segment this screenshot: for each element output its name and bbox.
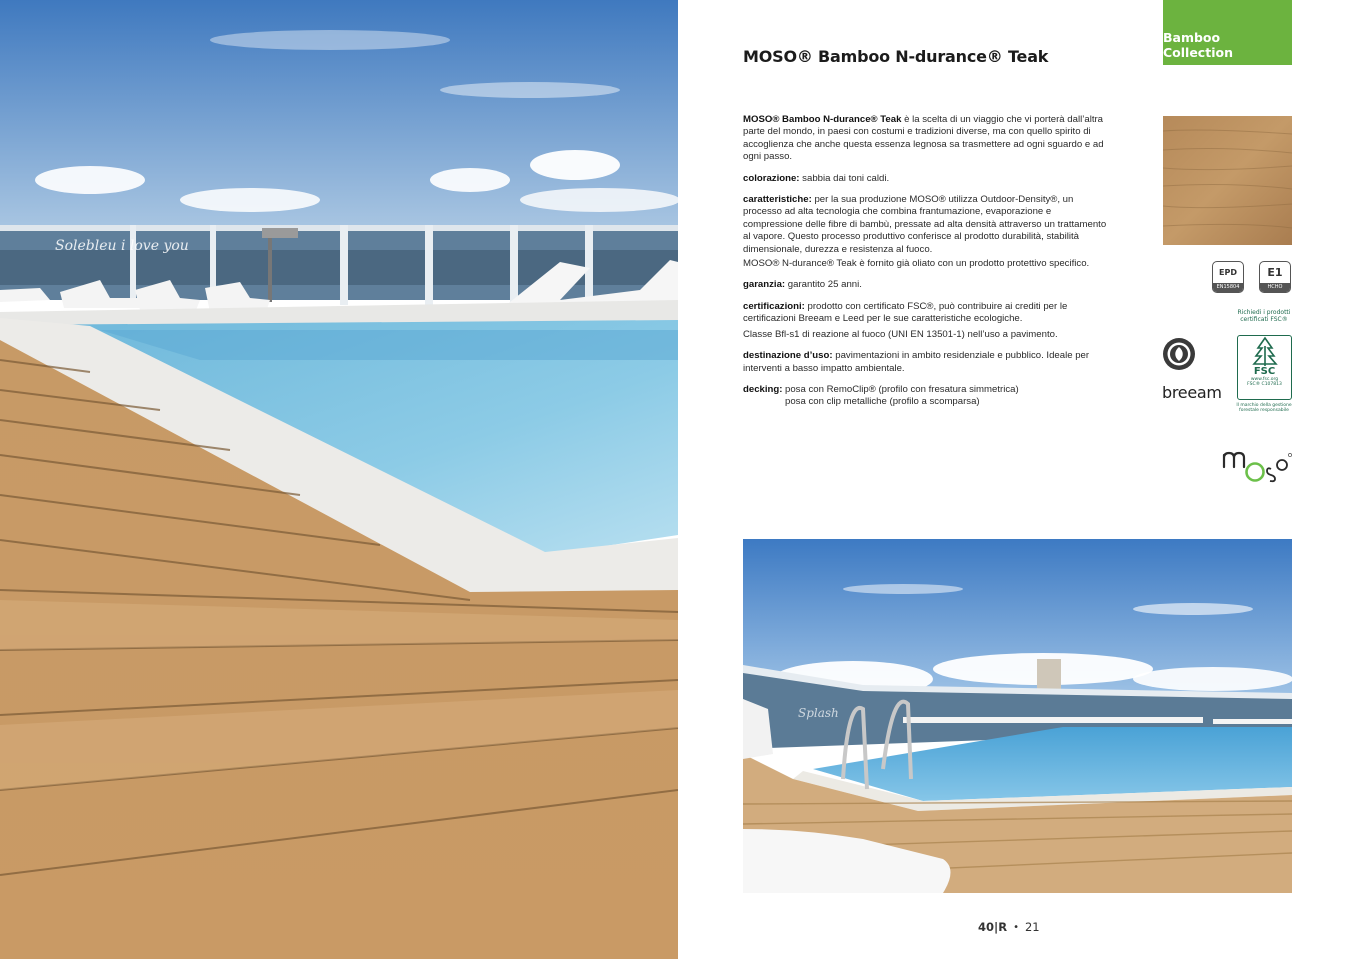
destinazione-paragraph: destinazione d’uso: pavimentazioni in ambito residenziale e pubblico. Ideale per interventi a basso impatto ambientale.	[743, 350, 1090, 374]
right-pool-photo	[743, 539, 1292, 893]
fsc-tree-icon	[1250, 336, 1280, 368]
decking-paragraph: decking: posa con RemoClip® (profilo con fresatura simmetrica) posa con clip metalliche (profilo a scomparsa)	[743, 383, 1019, 408]
caratteristiche-paragraph: caratteristiche: per la sua produzione MOSO® utilizza Outdoor-Density®, un processo ad alta tecnologia che combina frantumazione, evaporazione e compressione delle fibre di bambù, pressate ad alta densità attraverso un trattamento al vapore. Questo processo produttivo conferisce al prodotto durabilità, stabilità dimensionale, durezza e resistenza al fuoco.	[743, 194, 1107, 255]
page-index: 21	[1024, 920, 1040, 934]
intro-paragraph: MOSO® Bamboo N-durance® Teak è la scelta di un viaggio che vi porterà dall’altra parte del mondo, in paesi con costumi e tradizioni diverse, ma con quello spirito di accoglienza che anche questa essenza legnosa sa trasmettere ad ogni sguardo e ad ogni passo.	[743, 114, 1104, 163]
e1-badge: E1 HCHO	[1259, 261, 1291, 293]
breeam-logo: breeam	[1162, 383, 1222, 402]
right-wall-text: Splash	[798, 706, 839, 720]
page-title: MOSO® Bamboo N-durance® Teak	[743, 47, 1049, 66]
fsc-request-note: Richiedi i prodotti certificati FSC®	[1237, 309, 1291, 323]
left-wall-text: Solebleu i love you	[55, 238, 189, 254]
page-number: 40|R • 21	[978, 920, 1040, 934]
colorazione-paragraph: colorazione: sabbia dai toni caldi.	[743, 172, 890, 184]
garanzia-paragraph: garanzia: garantito 25 anni.	[743, 279, 862, 291]
fsc-logo: FSC www.fsc.org FSC® C107813	[1237, 335, 1292, 400]
fsc-tagline: Il marchio della gestione forestale responsabile	[1236, 403, 1292, 413]
moso-logo	[1220, 445, 1292, 487]
product-description	[743, 114, 1113, 409]
breeam-seal-icon	[1162, 337, 1196, 371]
magazine-mark: 40|R	[978, 920, 1008, 934]
epd-badge: EPD EN15804	[1212, 261, 1244, 293]
caratteristiche-note: MOSO® N-durance® Teak è fornito già oliato con un prodotto protettivo specifico.	[743, 258, 1090, 270]
teak-color-swatch	[1163, 116, 1292, 245]
collection-tab: Bamboo Collection	[1163, 0, 1292, 65]
fire-class-note: Classe Bfl-s1 di reazione al fuoco (UNI EN 13501-1) nell’uso a pavimento.	[743, 328, 1058, 340]
certificazioni-paragraph: certificazioni: prodotto con certificato FSC®, può contribuire ai crediti per le certificazioni Breeam e Leed per le sue caratteristiche ecologiche.	[743, 300, 1068, 325]
